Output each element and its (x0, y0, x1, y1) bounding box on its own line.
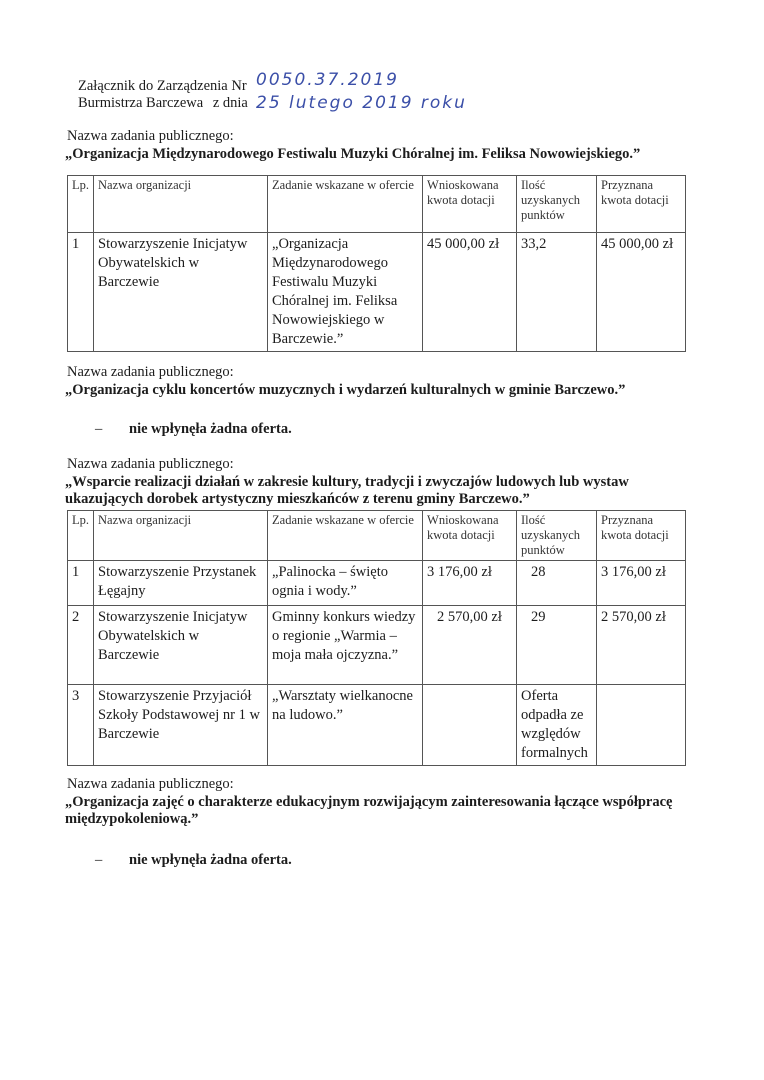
header-org: Nazwa organizacji (94, 176, 268, 233)
cell-points: Oferta odpadła ze względów formalnych (517, 685, 597, 766)
cell-requested: 2 570,00 zł (423, 606, 517, 685)
cell-requested: 45 000,00 zł (423, 233, 517, 352)
table-row (68, 685, 686, 766)
task-3-title: „Wsparcie realizacji działań w zakresie kultury, tradycji i zwyczajów ludowych lub wystaw ukazujących dorobek artystyczny mieszkańców z terenu gminy Barczewo.” (65, 474, 629, 507)
header-awarded: Przyznana kwota dotacji (597, 511, 686, 561)
task-1-title: „Organizacja Międzynarodowego Festiwalu Muzyki Chóralnej im. Feliksa Nowowiejskiego.” (65, 146, 641, 162)
table-row (68, 233, 686, 352)
no-offer-text: nie wpłynęła żadna oferta. (129, 421, 292, 437)
cell-task: „Palinocka – święto ognia i wody.” (268, 561, 423, 606)
header-requested: Wnioskowana kwota dotacji (423, 176, 517, 233)
annex-mayor-label: Burmistrza Barczewa (78, 95, 204, 111)
grant-table-2 (67, 510, 686, 766)
cell-lp: 2 (68, 606, 94, 685)
cell-points: 28 (517, 561, 597, 606)
annex-line-1 (78, 70, 399, 95)
cell-org: Stowarzyszenie Inicjatyw Obywatelskich w Barczewie (94, 606, 268, 685)
cell-awarded: 3 176,00 zł (597, 561, 686, 606)
dash-bullet: – (95, 421, 103, 437)
cell-org: Stowarzyszenie Przystanek Łęgajny (94, 561, 268, 606)
table-row (68, 606, 686, 685)
cell-requested: 3 176,00 zł (423, 561, 517, 606)
task-4-no-offer (95, 852, 292, 869)
cell-task: Gminny konkurs wiedzy o regionie „Warmia – moja mała ojczyzna.” (268, 606, 423, 685)
task-1-label: Nazwa zadania publicznego: (67, 128, 234, 144)
cell-awarded: 2 570,00 zł (597, 606, 686, 685)
header-awarded: Przyznana kwota dotacji (597, 176, 686, 233)
table-row (68, 561, 686, 606)
cell-lp: 1 (68, 233, 94, 352)
cell-points: 33,2 (517, 233, 597, 352)
annex-header (78, 70, 467, 113)
annex-ordinance-label: Załącznik do Zarządzenia Nr (78, 78, 247, 94)
header-points: Ilość uzyskanych punktów (517, 511, 597, 561)
handwritten-ordinance-number: 0050.37.2019 (256, 70, 399, 90)
header-points: Ilość uzyskanych punktów (517, 176, 597, 233)
cell-points: 29 (517, 606, 597, 685)
cell-task: „Organizacja Międzynarodowego Festiwalu Muzyki Chóralnej im. Feliksa Nowowiejskiego w Barczewie.” (268, 233, 423, 352)
cell-org: Stowarzyszenie Przyjaciół Szkoły Podstawowej nr 1 w Barczewie (94, 685, 268, 766)
grant-table-1 (67, 175, 686, 352)
task-4-title: „Organizacja zajęć o charakterze edukacyjnym rozwijającym zainteresowania łączące współpracę międzypokoleniową.” (65, 794, 673, 827)
task-2-title: „Organizacja cyklu koncertów muzycznych i wydarzeń kulturalnych w gminie Barczewo.” (65, 382, 626, 398)
table-header-row (68, 176, 686, 233)
dash-bullet: – (95, 852, 103, 868)
annex-line-2 (78, 93, 467, 113)
cell-lp: 3 (68, 685, 94, 766)
header-org: Nazwa organizacji (94, 511, 268, 561)
cell-awarded: 45 000,00 zł (597, 233, 686, 352)
task-4-label: Nazwa zadania publicznego: (67, 776, 234, 792)
header-task: Zadanie wskazane w ofercie (268, 176, 423, 233)
no-offer-text: nie wpłynęła żadna oferta. (129, 852, 292, 868)
cell-org: Stowarzyszenie Inicjatyw Obywatelskich w Barczewie (94, 233, 268, 352)
handwritten-date: 25 lutego 2019 roku (256, 93, 467, 113)
cell-task: „Warsztaty wielkanocne na ludowo.” (268, 685, 423, 766)
cell-requested (423, 685, 517, 766)
header-lp: Lp. (68, 176, 94, 233)
task-2-label: Nazwa zadania publicznego: (67, 364, 234, 380)
header-lp: Lp. (68, 511, 94, 561)
task-2-no-offer (95, 421, 292, 438)
header-task: Zadanie wskazane w ofercie (268, 511, 423, 561)
cell-lp: 1 (68, 561, 94, 606)
cell-awarded (597, 685, 686, 766)
table-header-row (68, 511, 686, 561)
task-3-label: Nazwa zadania publicznego: (67, 456, 234, 472)
annex-date-label: z dnia (212, 95, 248, 111)
header-requested: Wnioskowana kwota dotacji (423, 511, 517, 561)
